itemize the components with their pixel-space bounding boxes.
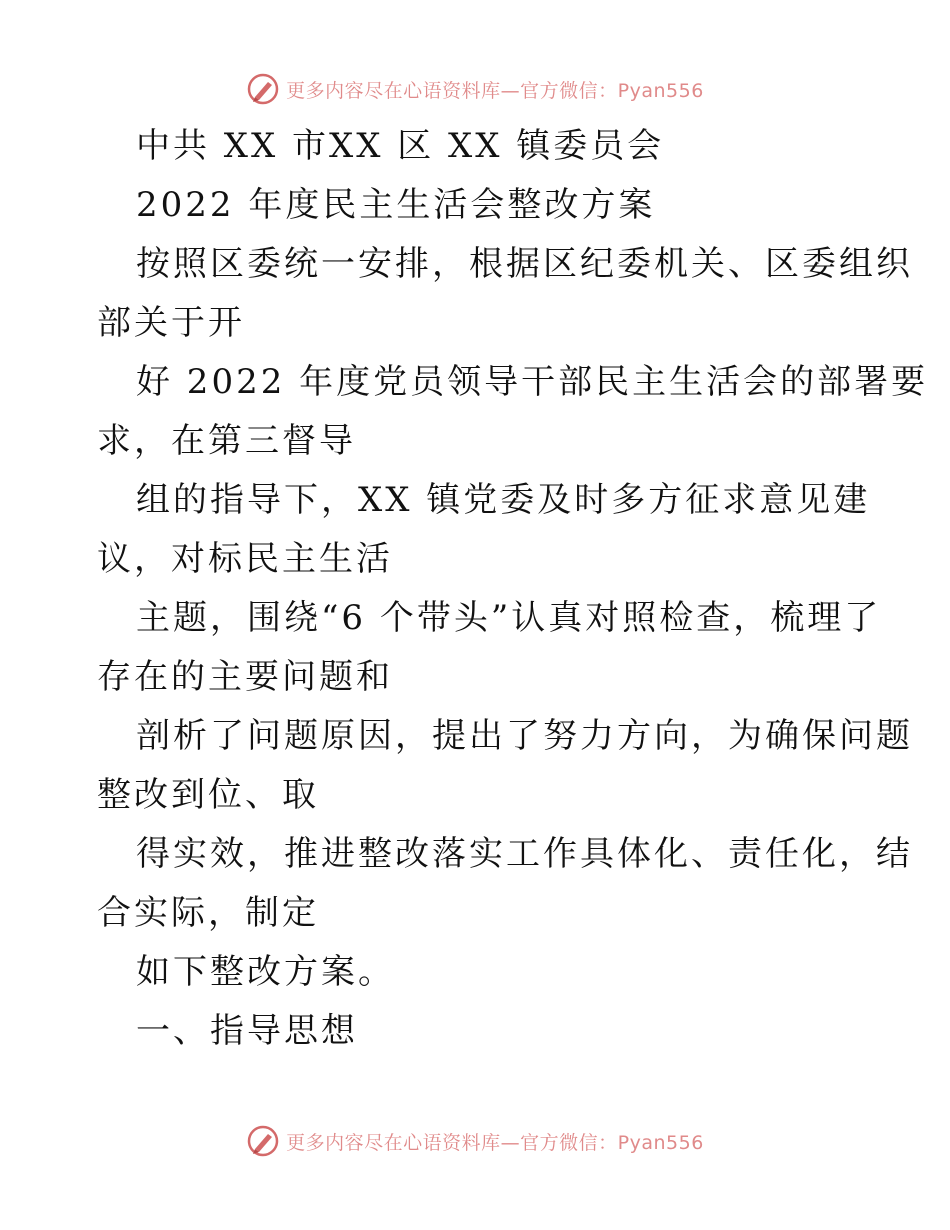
paragraph-line: 组的指导下，XX 镇党委及时多方征求意见建: [136, 480, 871, 520]
paragraph-line: 剖析了问题原因，提出了努力方向，为确保问题: [136, 716, 913, 756]
pen-logo-icon: [246, 72, 280, 106]
paragraph-line: 求，在第三督导: [97, 421, 356, 461]
paragraph-line: 部关于开: [97, 303, 245, 343]
watermark-text: 更多内容尽在心语资料库—官方微信：Pyan556: [286, 1131, 704, 1154]
paragraph-line: 议，对标民主生活: [97, 539, 393, 579]
section-heading: 一、指导思想: [136, 1011, 358, 1051]
paragraph-line: 如下整改方案。: [136, 952, 395, 992]
pen-logo-icon: [246, 1124, 280, 1158]
watermark-text: 更多内容尽在心语资料库—官方微信：Pyan556: [286, 79, 704, 102]
paragraph-line: 好 2022 年度党员领导干部民主生活会的部署要: [136, 362, 929, 402]
paragraph-line: 按照区委统一安排，根据区纪委机关、区委组织: [136, 244, 913, 284]
paragraph-line: 存在的主要问题和: [97, 657, 393, 697]
watermark-header: [0, 72, 950, 106]
watermark-footer: [0, 1124, 950, 1158]
org-title: 中共 XX 市XX 区 XX 镇委员会: [136, 126, 665, 166]
paragraph-line: 主题，围绕“6 个带头”认真对照检查，梳理了: [136, 598, 882, 638]
paragraph-line: 整改到位、取: [97, 775, 319, 815]
paragraph-line: 得实效，推进整改落实工作具体化、责任化，结: [136, 834, 913, 874]
doc-title: 2022 年度民主生活会整改方案: [136, 185, 656, 225]
paragraph-line: 合实际，制定: [97, 893, 319, 933]
